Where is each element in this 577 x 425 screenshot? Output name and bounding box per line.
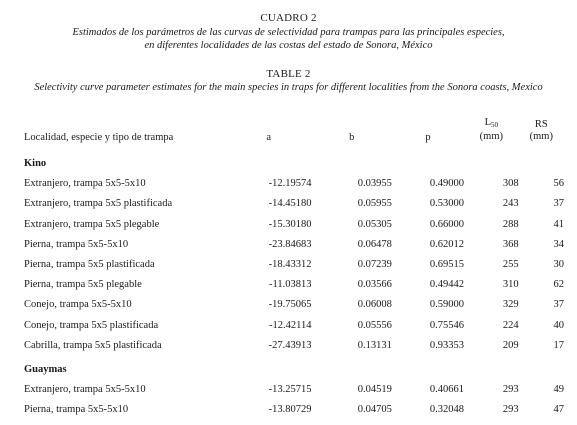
header-l50-main: L — [484, 117, 492, 128]
cell-a: -19.75065 — [268, 299, 312, 311]
cell-rs: 56 — [553, 178, 564, 190]
cell-label: Extranjero, trampa 5x5 plegable — [24, 218, 160, 230]
cell-p: 0.62012 — [429, 238, 465, 250]
cell-l50: 288 — [502, 218, 519, 230]
cell-l50: 293 — [502, 404, 519, 416]
table-subtitle: Selectivity curve parameter estimates for the main species in traps for different localities from the Sonora coasts, Mexico — [34, 82, 543, 93]
cell-label: Extranjero, trampa 5x5 plastificada — [24, 198, 173, 210]
cell-b: 0.04519 — [357, 383, 392, 395]
cell-a: -15.30180 — [268, 218, 312, 230]
cell-p: 0.69515 — [429, 258, 465, 270]
group-name: Guaymas — [24, 363, 67, 375]
cell-a: -11.03813 — [269, 279, 312, 291]
cell-p: 0.49442 — [429, 279, 465, 291]
table-row — [24, 189, 564, 209]
cell-rs: 62 — [553, 279, 564, 291]
cell-p: 0.53000 — [429, 198, 465, 210]
table-header — [24, 113, 564, 145]
header-b: b — [349, 132, 355, 143]
table-row — [24, 209, 564, 229]
cell-p: 0.93353 — [429, 339, 465, 351]
cell-a: -18.43312 — [268, 258, 312, 270]
cell-a: -23.84683 — [268, 238, 312, 250]
cell-p: 0.59000 — [429, 299, 465, 311]
table-row — [24, 230, 564, 250]
cell-b: 0.03566 — [357, 279, 392, 291]
cell-l50: 310 — [502, 279, 519, 291]
cell-p: 0.40661 — [429, 383, 465, 395]
table-row — [24, 290, 564, 310]
cell-p: 0.75546 — [429, 319, 465, 331]
group-row — [24, 351, 564, 375]
cell-b: 0.05556 — [357, 319, 392, 331]
group-row — [24, 145, 564, 169]
cell-p: 0.32048 — [429, 404, 465, 416]
header-rs-unit: (mm) — [529, 131, 553, 142]
cell-l50: 329 — [502, 299, 519, 311]
cell-label: Pierna, trampa 5x5-5x10 — [24, 238, 129, 250]
cell-a: -14.45180 — [268, 198, 312, 210]
header-row — [24, 113, 564, 145]
cell-label: Extranjero, trampa 5x5-5x10 — [24, 178, 146, 190]
table-row — [24, 250, 564, 270]
table-title: TABLE 2 — [266, 68, 311, 80]
cell-label: Cabrilla, trampa 5x5 plastificada — [24, 339, 162, 351]
cell-rs: 37 — [553, 198, 564, 210]
header-label: Localidad, especie y tipo de trampa — [24, 132, 174, 143]
cell-l50: 368 — [502, 238, 519, 250]
cell-rs: 40 — [553, 319, 564, 331]
header-rs-main: RS — [534, 119, 548, 130]
header-l50-unit: (mm) — [479, 131, 503, 142]
cell-b: 0.06478 — [357, 238, 392, 250]
cell-a: -13.80729 — [268, 404, 312, 416]
cell-rs: 47 — [553, 404, 564, 416]
table-row — [24, 395, 564, 415]
cell-label: Pierna, trampa 5x5 plegable — [24, 279, 142, 291]
cell-rs: 34 — [553, 238, 564, 250]
cell-l50: 243 — [502, 198, 519, 210]
table-row — [24, 169, 564, 189]
cell-p: 0.66000 — [429, 218, 465, 230]
header-a: a — [266, 132, 272, 143]
cell-b: 0.06008 — [357, 299, 392, 311]
cell-rs: 17 — [553, 339, 564, 351]
table-row — [24, 375, 564, 395]
header-rs — [519, 113, 564, 145]
cell-l50: 308 — [502, 178, 519, 190]
header-l50 — [464, 113, 519, 145]
cell-rs: 49 — [553, 383, 564, 395]
cell-rs: 30 — [553, 258, 564, 270]
cuadro-caption-line-1: Estimados de los parámetros de las curvas de selectividad para trampas para las principales especies, — [72, 27, 505, 38]
cell-b: 0.03955 — [357, 178, 392, 190]
cuadro-caption-line-2: en diferentes localidades de las costas del estado de Sonora, México — [144, 40, 433, 51]
cell-label: Extranjero, trampa 5x5-5x10 — [24, 383, 146, 395]
cell-b: 0.13131 — [357, 339, 392, 351]
cell-b: 0.05305 — [357, 218, 392, 230]
table-row — [24, 270, 564, 290]
cell-a: -12.19574 — [268, 178, 312, 190]
cell-label: Pierna, trampa 5x5-5x10 — [24, 404, 129, 416]
cuadro-title: CUADRO 2 — [260, 12, 317, 24]
table-row — [24, 310, 564, 330]
cell-a: -13.25715 — [268, 383, 312, 395]
group-name: Kino — [24, 158, 47, 169]
cell-rs: 41 — [553, 218, 564, 230]
cell-l50: 224 — [502, 319, 519, 331]
cell-b: 0.07239 — [357, 258, 392, 270]
table-body — [24, 145, 564, 415]
table-row — [24, 331, 564, 351]
cell-l50: 293 — [502, 383, 519, 395]
cell-l50: 209 — [502, 339, 519, 351]
cell-b: 0.05955 — [357, 198, 392, 210]
cell-b: 0.04705 — [357, 404, 392, 416]
cell-rs: 37 — [553, 299, 564, 311]
cell-label: Conejo, trampa 5x5-5x10 — [24, 299, 132, 311]
cell-a: -12.42114 — [269, 319, 312, 331]
parameter-table — [24, 113, 564, 415]
cell-l50: 255 — [502, 258, 519, 270]
header-l50-subscript: 50 — [491, 121, 499, 129]
cell-a: -27.43913 — [268, 339, 312, 351]
cell-label: Conejo, trampa 5x5 plastificada — [24, 319, 159, 331]
cell-p: 0.49000 — [429, 178, 465, 190]
cell-label: Pierna, trampa 5x5 plastificada — [24, 258, 155, 270]
header-p: p — [425, 132, 431, 143]
